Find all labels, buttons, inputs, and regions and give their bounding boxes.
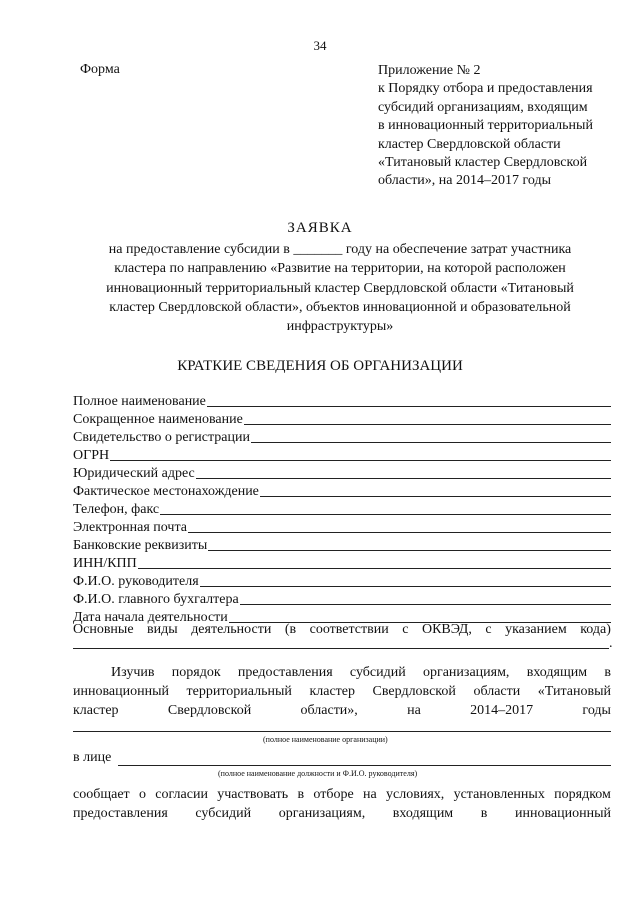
org-name-caption: (полное наименование организации) — [263, 735, 388, 744]
appendix-line: к Порядку отбора и предоставления — [378, 81, 593, 97]
fill-line[interactable] — [244, 424, 611, 425]
fill-line[interactable] — [160, 514, 611, 515]
word: предоставления — [237, 665, 333, 680]
field-phone-fax[interactable] — [73, 500, 611, 518]
word: Основные — [73, 622, 134, 637]
consent-paragraph — [73, 665, 611, 722]
field-label: Ф.И.О. главного бухгалтера — [73, 592, 239, 607]
fill-line[interactable] — [208, 550, 611, 551]
word: порядок — [171, 665, 221, 680]
word: деятельности — [191, 622, 272, 637]
word: территориальный — [186, 684, 292, 699]
field-label: Дата начала деятельности — [73, 610, 228, 625]
word: порядком — [554, 787, 611, 802]
fill-line[interactable] — [207, 406, 611, 407]
field-label: ОГРН — [73, 448, 110, 463]
word: «Титановый — [537, 684, 611, 699]
document-subtitle — [60, 240, 620, 336]
word: инновационный — [73, 684, 169, 699]
word: ОКВЭД, — [421, 622, 472, 637]
word: субсидий — [349, 665, 406, 680]
word: организациям, — [422, 665, 510, 680]
subtitle-line: кластера по направлению «Развитие на территории, на которой расположен — [114, 261, 566, 277]
para-line — [73, 806, 611, 825]
appendix-block — [378, 62, 628, 191]
word: в — [297, 787, 305, 802]
word: в — [480, 806, 488, 821]
field-label: Электронная почта — [73, 520, 187, 535]
word: Свердловской — [372, 684, 456, 699]
word: согласии — [155, 787, 208, 802]
word: с — [402, 622, 409, 637]
field-chief-accountant[interactable] — [73, 590, 611, 608]
word: инновационный — [514, 806, 611, 821]
word: области — [473, 684, 521, 699]
field-label: Юридический адрес — [73, 466, 195, 481]
word: кода) — [580, 622, 611, 637]
subtitle-line: инфраструктуры» — [286, 319, 394, 335]
word: кластер — [309, 684, 355, 699]
appendix-line: субсидий организациям, входящим — [378, 99, 588, 115]
fill-line[interactable] — [110, 460, 611, 461]
field-inn-kpp[interactable] — [73, 554, 611, 572]
form-label: Форма — [80, 62, 120, 77]
para-line — [73, 787, 611, 806]
word: 2014–2017 — [470, 703, 534, 718]
word: годы — [582, 703, 611, 718]
word: указанием — [505, 622, 567, 637]
word: области», — [300, 703, 358, 718]
okved-label — [73, 622, 611, 638]
head-name-caption: (полное наименование должности и Ф.И.О. руководителя) — [218, 769, 418, 778]
field-full-name[interactable] — [73, 392, 611, 410]
field-ogrn[interactable] — [73, 446, 611, 464]
fill-line[interactable] — [196, 478, 611, 479]
field-short-name[interactable] — [73, 410, 611, 428]
fill-line[interactable] — [260, 496, 611, 497]
field-label: Телефон, факс — [73, 502, 160, 517]
section-title: КРАТКИЕ СВЕДЕНИЯ ОБ ОРГАНИЗАЦИИ — [177, 358, 463, 374]
agreement-paragraph — [73, 787, 611, 825]
appendix-line: области», на 2014–2017 годы — [378, 173, 552, 189]
appendix-line: кластер Свердловской области — [378, 136, 561, 152]
word: с — [485, 622, 492, 637]
subtitle-line: кластер Свердловской области», объектов инновационной и образовательной — [109, 299, 571, 315]
subtitle-line: инновационный территориальный кластер Свердловской области «Титановый — [106, 280, 574, 296]
fill-line[interactable] — [188, 532, 611, 533]
v-lice-label: в лице — [73, 750, 112, 765]
organization-fields — [73, 392, 611, 626]
fill-line[interactable] — [200, 586, 611, 587]
word: соответствии — [309, 622, 389, 637]
field-registration[interactable] — [73, 428, 611, 446]
word: кластер — [73, 703, 119, 718]
word: входящим — [392, 806, 454, 821]
word: на — [407, 703, 421, 718]
word: сообщает — [73, 787, 130, 802]
field-label: Банковские реквизиты — [73, 538, 208, 553]
document-title: ЗАЯВКА — [287, 220, 353, 236]
field-email[interactable] — [73, 518, 611, 536]
word: о — [138, 787, 146, 802]
field-bank-details[interactable] — [73, 536, 611, 554]
word: участвовать — [217, 787, 289, 802]
word: отборе — [313, 787, 354, 802]
word: субсидий — [195, 806, 252, 821]
appendix-line: Приложение № 2 — [378, 63, 481, 78]
field-label: Полное наименование — [73, 394, 206, 409]
fill-line[interactable] — [240, 604, 611, 605]
word: (в — [284, 622, 297, 637]
word: установленных — [453, 787, 545, 802]
word: Свердловской — [167, 703, 252, 718]
field-director[interactable] — [73, 572, 611, 590]
appendix-line: «Титановый кластер Свердловской — [378, 155, 588, 171]
org-name-fill-line[interactable] — [73, 731, 611, 732]
word: в — [604, 665, 611, 680]
para-line — [73, 684, 611, 703]
okved-period: . — [609, 636, 613, 651]
fill-line[interactable] — [138, 568, 611, 569]
field-label: Ф.И.О. руководителя — [73, 574, 199, 589]
appendix-line: в инновационный территориальный — [378, 118, 593, 134]
field-label: Свидетельство о регистрации — [73, 430, 250, 445]
okved-fill-line[interactable] — [73, 648, 609, 649]
field-label: ИНН/КПП — [73, 556, 137, 571]
word: Изучив — [111, 665, 155, 680]
fill-line[interactable] — [251, 442, 611, 443]
field-actual-location[interactable] — [73, 482, 611, 500]
para-line — [73, 703, 611, 722]
para-line — [73, 665, 611, 684]
subtitle-line: на предоставление субсидии в _______ году на обеспечение затрат участника — [108, 242, 572, 257]
field-label: Фактическое местонахождение — [73, 484, 259, 499]
word: предоставления — [73, 806, 168, 821]
word: входящим — [526, 665, 588, 680]
word: организациям, — [278, 806, 366, 821]
field-label: Сокращенное наименование — [73, 412, 243, 427]
page-number: 34 — [313, 38, 327, 53]
word: условиях, — [386, 787, 445, 802]
head-name-fill-line[interactable] — [118, 765, 611, 766]
word: виды — [147, 622, 178, 637]
word: на — [363, 787, 377, 802]
field-legal-address[interactable] — [73, 464, 611, 482]
